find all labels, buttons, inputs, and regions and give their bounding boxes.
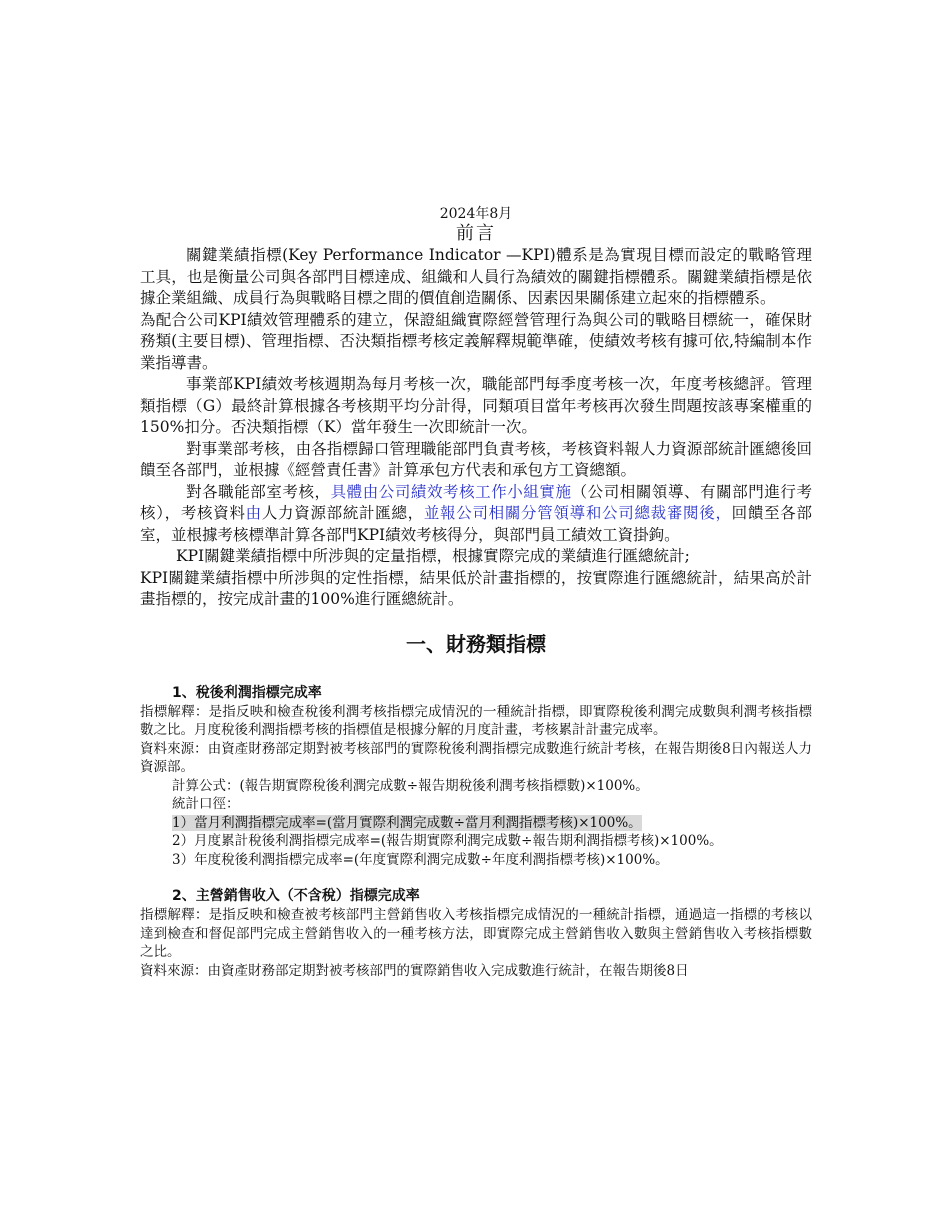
- p5-text-c: （公司相關領導、有關部門進行考核），考核資料: [140, 482, 812, 522]
- item1-source: 資料來源：由資產財務部定期對被考核部門的實際稅後利潤指標完成數進行統計考核，在報告期後8日內報送人力資源部。: [140, 740, 812, 775]
- p5-text-e: 人力資源部統計匯總，: [261, 504, 424, 522]
- item2-explanation: 指標解釋：是指反映和檢查被考核部門主營銷售收入考核指標完成情況的一種統計指標，通過這一指標的考核以達到檢查和督促部門完成主營銷售收入的一種考核方法，即實際完成主營銷售收入數與主營銷售收入考核指標數之比。: [140, 907, 812, 960]
- spacer: [140, 869, 812, 887]
- item2-title: 2、主營銷售收入（不含稅）指標完成率: [172, 888, 420, 904]
- preface-paragraph-5: [140, 482, 812, 547]
- item1-caliber-label: 統計口徑：: [172, 796, 240, 812]
- item1-caliber-1: [140, 814, 812, 833]
- item1-explanation: 指標解釋：是指反映和檢查稅後利潤考核指標完成情況的一種統計指標，即實際稅後利潤完成數與利潤考核指標數之比。月度稅後利潤指標考核的指標值是根據分解的月度計畫，考核累計計畫完成率。: [140, 703, 812, 738]
- preface-paragraph-2: 為配合公司KPI績效管理體系的建立，保證組織實際經營管理行為與公司的戰略目標統一，確保財務類(主要目標)、管理指標、否決類指標考核定義解釋規範準確，使績效考核有據可依,特編制本作業指導書。: [140, 310, 812, 372]
- item1-caliber-2: 2）月度累計稅後利潤指標完成率=(報告期實際利潤完成數÷報告期利潤指標考核)×100%。: [172, 833, 723, 849]
- p5-highlight-team: 具體由公司績效考核工作小組實施: [330, 482, 572, 501]
- preface-title: 前言: [456, 223, 496, 244]
- item2-source: 資料來源：由資產財務部定期對被考核部門的實際銷售收入完成數進行統計，在報告期後8日: [140, 962, 689, 979]
- document-page: [140, 205, 812, 980]
- document-date: 2024年8月: [439, 206, 513, 222]
- p5-text-a: 對各職能部室考核，: [186, 482, 331, 501]
- preface-paragraph-7: KPI關鍵業績指標中所涉與的定性指標，結果低於計畫指標的，按實際進行匯總統計，結果高於計畫指標的，按完成計畫的100%進行匯總統計。: [140, 568, 812, 608]
- preface-paragraph-3: 事業部KPI績效考核週期為每月考核一次，職能部門每季度考核一次，年度考核總評。管理類指標（G）最終計算根據各考核期平均分計得，同類項目當年考核再次發生問題按該專案權重的150%扣分。否決類指標（K）當年發生一次即統計一次。: [140, 375, 812, 436]
- item1-formula: 計算公式：(報告期實際稅後利潤完成數÷報告期稅後利潤考核指標數)×100%。: [172, 777, 649, 794]
- section-financial-title: 一、財務類指標: [406, 631, 546, 656]
- p5-highlight-review: 並報公司相關分管領導和公司總裁審閱後，: [423, 504, 732, 522]
- p5-text-g: 回饋至各部室，並根據考核標準計算各部門KPI績效考核得分，與部門員工績效工資掛鉤。: [140, 504, 812, 544]
- preface-paragraph-4: 對事業部考核，由各指標歸口管理職能部門負責考核，考核資料報人力資源部統計匯總後回饋至各部門，並根據《經營責任書》計算承包方代表和承包方工資總額。: [140, 439, 812, 479]
- p5-highlight-by: 由: [245, 504, 262, 522]
- preface-paragraph-1: 關鍵業績指標(Key Performance Indicator —KPI)體系是為實現目標而設定的戰略管理工具，也是衡量公司與各部門目標達成、組織和人員行為績效的關鍵指標體系。關鍵業績指標是依據企業組織、成員行為與戰略目標之間的價值創造關係、因素因果關係建立起來的指標體系。: [140, 246, 812, 307]
- item1-caliber-3: 3）年度稅後利潤指標完成率=(年度實際利潤完成數÷年度利潤指標考核)×100%。: [172, 851, 669, 868]
- item1-caliber-1-highlighted: 1）當月利潤指標完成率=(當月實際利潤完成數÷當月利潤指標考核)×100%。: [172, 814, 642, 831]
- item1-title: 1、稅後利潤指標完成率: [172, 684, 322, 701]
- preface-paragraph-6: KPI關鍵業績指標中所涉與的定量指標，根據實際完成的業績進行匯總統計;: [176, 547, 690, 565]
